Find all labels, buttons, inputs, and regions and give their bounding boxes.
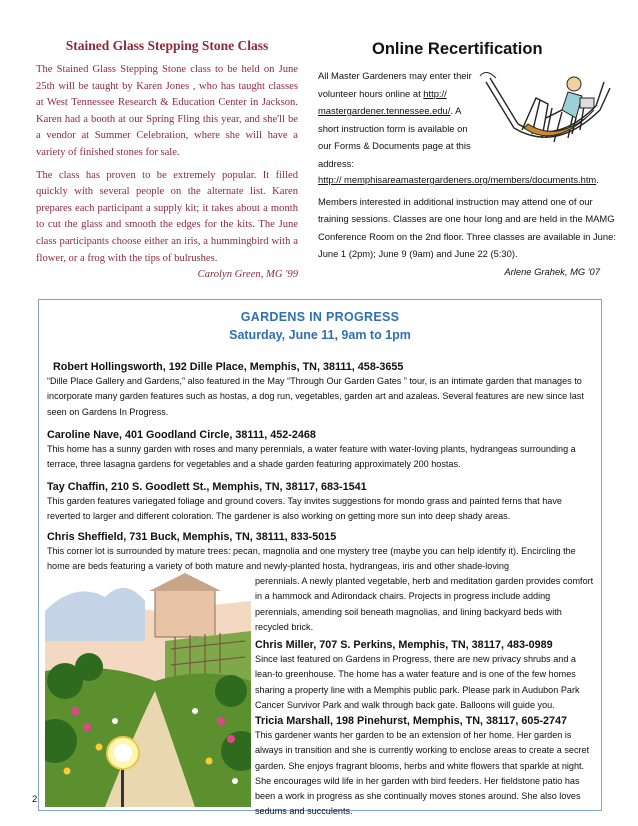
recert-text-3: . [596,174,599,185]
garden-entry [255,714,597,820]
stained-glass-signature: Carolyn Green, MG '99 [197,269,298,281]
garden-entry [53,360,603,374]
garden-entry-text: This garden features variegated foliage and ground covers. Tay invites suggestions for mondo grass and painted ferns that have reverted to larger and different coloration. The gardener is also working on getting more sun into deep shady areas. [47,496,562,522]
page-number: 2 [32,794,38,805]
recert-signature: Arlene Grahek, MG '07 [504,265,600,277]
gardens-title: GARDENS IN PROGRESS [240,310,400,324]
garden-entry-text: Since last featured on Gardens in Progress, there are new privacy shrubs and a lean-to greenhouse. The home has a water feature and is one of the few homes sharing a property line with a Memphis public park. Please park in Audubon Park Cancer Survivor Park and walk through back gate. Balloons will guide you. [255,654,580,710]
garden-entry-heading: Caroline Nave, 401 Goodland Circle, 38111, 452-2468 [47,429,316,441]
recert-para-2 [318,193,618,277]
garden-entry-text: perennials. A newly planted vegetable, herb and meditation garden provides comfort in a hammock and Adirondack chairs. Projects in progress include adding perennials, amending soil beneath magnolias, and lining backyard beds with recycled brick. [255,576,594,632]
garden-entry-continued [255,574,597,635]
garden-entry-text: This home has a sunny garden with roses and many perennials, a water feature with water-loving plants, hydrangeas surrounding a terrace, three lasagna gardens for vegetables and a shade garden featuring approximately 200 hostas. [47,444,576,470]
recert-para-1 [318,67,478,172]
garden-illustration [45,571,251,807]
stained-glass-para-2-text: The class has proven to be extremely popular. It filled quickly with several people on the alternate list. Karen prepares each participant a supply kit; it takes about a month to cut the glass and smooth the edges for the kits. The June class participants choose either an iris, a hummingbird with a flower, or a frog with the tips of bulrushes. [36,169,298,264]
gardens-date: Saturday, June 11, 9am to 1pm [229,328,411,342]
garden-entry-body [47,374,597,420]
recert-text-1: All Master Gardeners may enter their volunteer hours online at [318,70,472,99]
garden-entry-heading: Robert Hollingsworth, 192 Dille Place, Memphis, TN, 38111, 458-3655 [53,361,404,373]
gardens-in-progress-box [38,299,602,817]
recert-link-2[interactable]: http:// memphisareamastergardeners.org/members/documents.htm [318,174,597,185]
recert-link-line [318,171,618,189]
stained-glass-para-2 [36,168,298,281]
garden-entry-text: This corner lot is surrounded by mature trees: pecan, magnolia and one mystery tree (maybe you can help identify it). Encircling the home are beds featuring a variety of both mature and newly-planted hosta, hydrangeas, iris and other shade-loving [47,546,576,572]
garden-entry-heading: Tay Chaffin, 210 S. Goodlett St., Memphis, TN, 38117, 683-1541 [47,481,367,493]
garden-entry [255,638,597,713]
garden-entry-heading: Chris Sheffield, 731 Buck, Memphis, TN, 38111, 833-5015 [47,531,337,543]
garden-entry-text: “Dille Place Gallery and Gardens,” also featured in the May “Through Our Garden Gates ” tour, is an intimate garden that manages to incorporate many garden features such as hostas, a dog run, vegetables, garden art and azaleas. Several features are new since last seen on Gardens In Progress. [47,376,584,417]
garden-entry-text: This gardener wants her garden to be an extension of her home. Her garden is always in transition and she is currently working to enclose areas to create a secret garden. She enjoys fragrant blooms, herbs and white flowers that sparkle at night. She encourages wild life in her garden with bird feeders. Her fieldstone patio has been a work in progress as she continually moves stones around. She also loves sedums and succulents. [255,730,590,817]
recert-text-2: . A short instruction form is available on our Forms & Documents page at this address: [318,105,471,169]
garden-entry [47,428,597,473]
recert-title: Online Recertification [372,40,543,58]
garden-entry [47,480,597,525]
garden-entry [47,530,597,575]
stained-glass-article [36,38,298,284]
hammock-illustration [476,58,616,173]
recert-link-1[interactable]: http:// mastergardener.tennessee.edu/ [318,87,451,116]
stained-glass-title: Stained Glass Stepping Stone Class [65,38,269,53]
recert-para-2-text: Members interested in additional instruction may attend one of our training sessions. Classes are one hour long and are held in the MAMG Conference Room on the 2nd floor. Three classes are available in June: June 1 (2pm); June 9 (9am) and June 22 (5:30). [318,195,616,259]
garden-entry-heading: Tricia Marshall, 198 Pinehurst, Memphis, TN, 38117, 605-2747 [255,715,568,727]
garden-entry-heading: Chris Miller, 707 S. Perkins, Memphis, TN, 38117, 483-0989 [255,639,553,651]
stained-glass-para-1: The Stained Glass Stepping Stone class to be held on June 25th will be taught by Karen Jones , who has taught classes at West Tennessee Research & Education Center in Jackson. Karen had a booth at our Spring Fling this year, and she'll be a vendor at Summer Celebration, where she will have a variety of finished stones for sale. [36,64,298,158]
